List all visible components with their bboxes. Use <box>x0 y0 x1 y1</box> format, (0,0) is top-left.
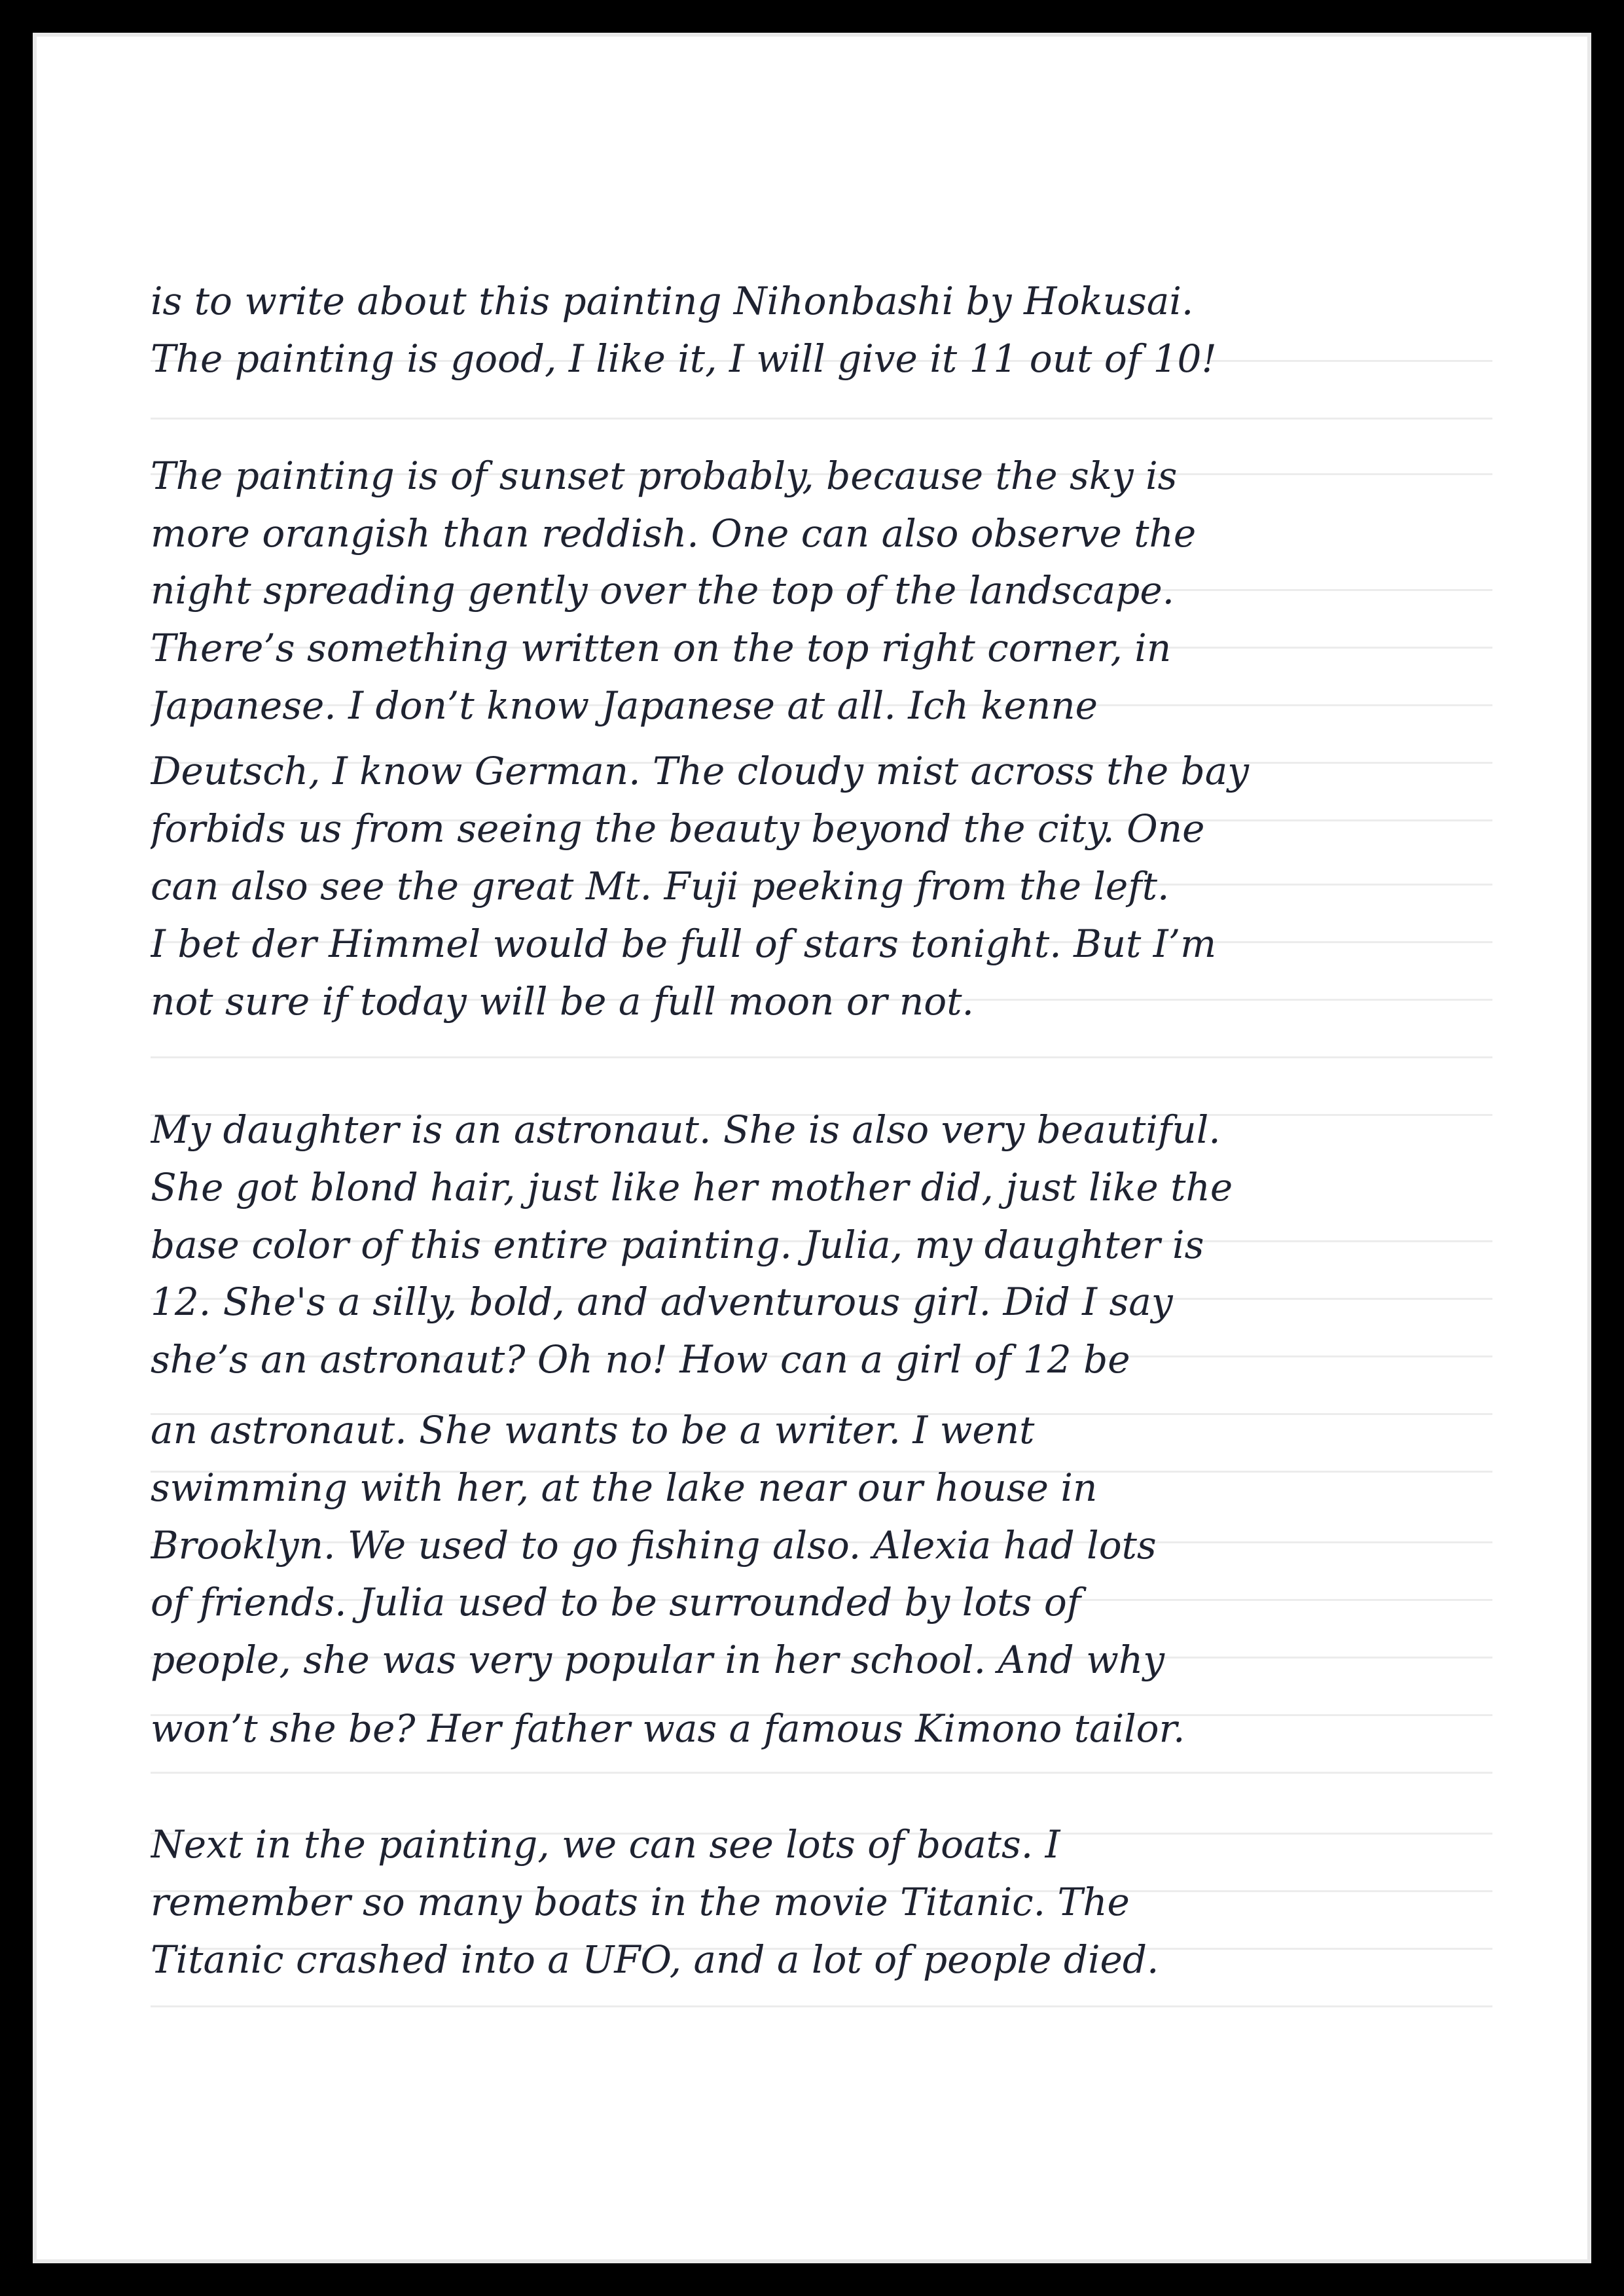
text-line: The painting is of sunset probably, because the sky is <box>151 454 1178 498</box>
text-line: Titanic crashed into a UFO, and a lot of people died. <box>151 1937 1159 1982</box>
text-line: 12. She's a silly, bold, and adventurous girl. Did I say <box>151 1280 1173 1324</box>
text-line: forbids us from seeing the beauty beyond the city. One <box>151 806 1205 851</box>
handwritten-page <box>33 33 1591 2263</box>
text-line: The painting is good, I like it, I will give it 11 out of 10! <box>151 336 1217 381</box>
text-line: an astronaut. She wants to be a writer. I went <box>151 1408 1035 1452</box>
text-line: people, she was very popular in her school. And why <box>151 1638 1165 1682</box>
text-line: more orangish than reddish. One can also observe the <box>151 511 1197 556</box>
text-line: base color of this entire painting. Julia, my daughter is <box>151 1223 1204 1267</box>
text-line: swimming with her, at the lake near our house in <box>151 1465 1098 1510</box>
text-line: I bet der Himmel would be full of stars tonight. But I’m <box>151 922 1217 966</box>
text-line: is to write about this painting Nihonbashi by Hokusai. <box>151 279 1194 323</box>
text-line: My daughter is an astronaut. She is also very beautiful. <box>151 1107 1221 1152</box>
text-line: remember so many boats in the movie Titanic. The <box>151 1880 1130 1924</box>
text-line: she’s an astronaut? Oh no! How can a girl of 12 be <box>151 1337 1130 1382</box>
rule-line <box>151 418 1492 420</box>
text-line: Deutsch, I know German. The cloudy mist across the bay <box>151 749 1250 793</box>
text-line: can also see the great Mt. Fuji peeking from the left. <box>151 864 1170 908</box>
text-line: of friends. Julia used to be surrounded by lots of <box>151 1580 1081 1624</box>
text-line: won’t she be? Her father was a famous Kimono tailor. <box>151 1706 1185 1751</box>
rule-line <box>151 2005 1492 2007</box>
rule-line <box>151 1772 1492 1774</box>
rule-line <box>151 1056 1492 1058</box>
text-line: Brooklyn. We used to go fishing also. Alexia had lots <box>151 1523 1157 1568</box>
text-line: not sure if today will be a full moon or not. <box>151 979 974 1024</box>
text-line: night spreading gently over the top of the landscape. <box>151 568 1175 613</box>
text-line: There’s something written on the top right corner, in <box>151 626 1172 670</box>
text-line: Japanese. I don’t know Japanese at all. Ich kenne <box>151 683 1098 728</box>
text-line: She got blond hair, just like her mother did, just like the <box>151 1165 1233 1210</box>
text-line: Next in the painting, we can see lots of boats. I <box>151 1822 1060 1867</box>
